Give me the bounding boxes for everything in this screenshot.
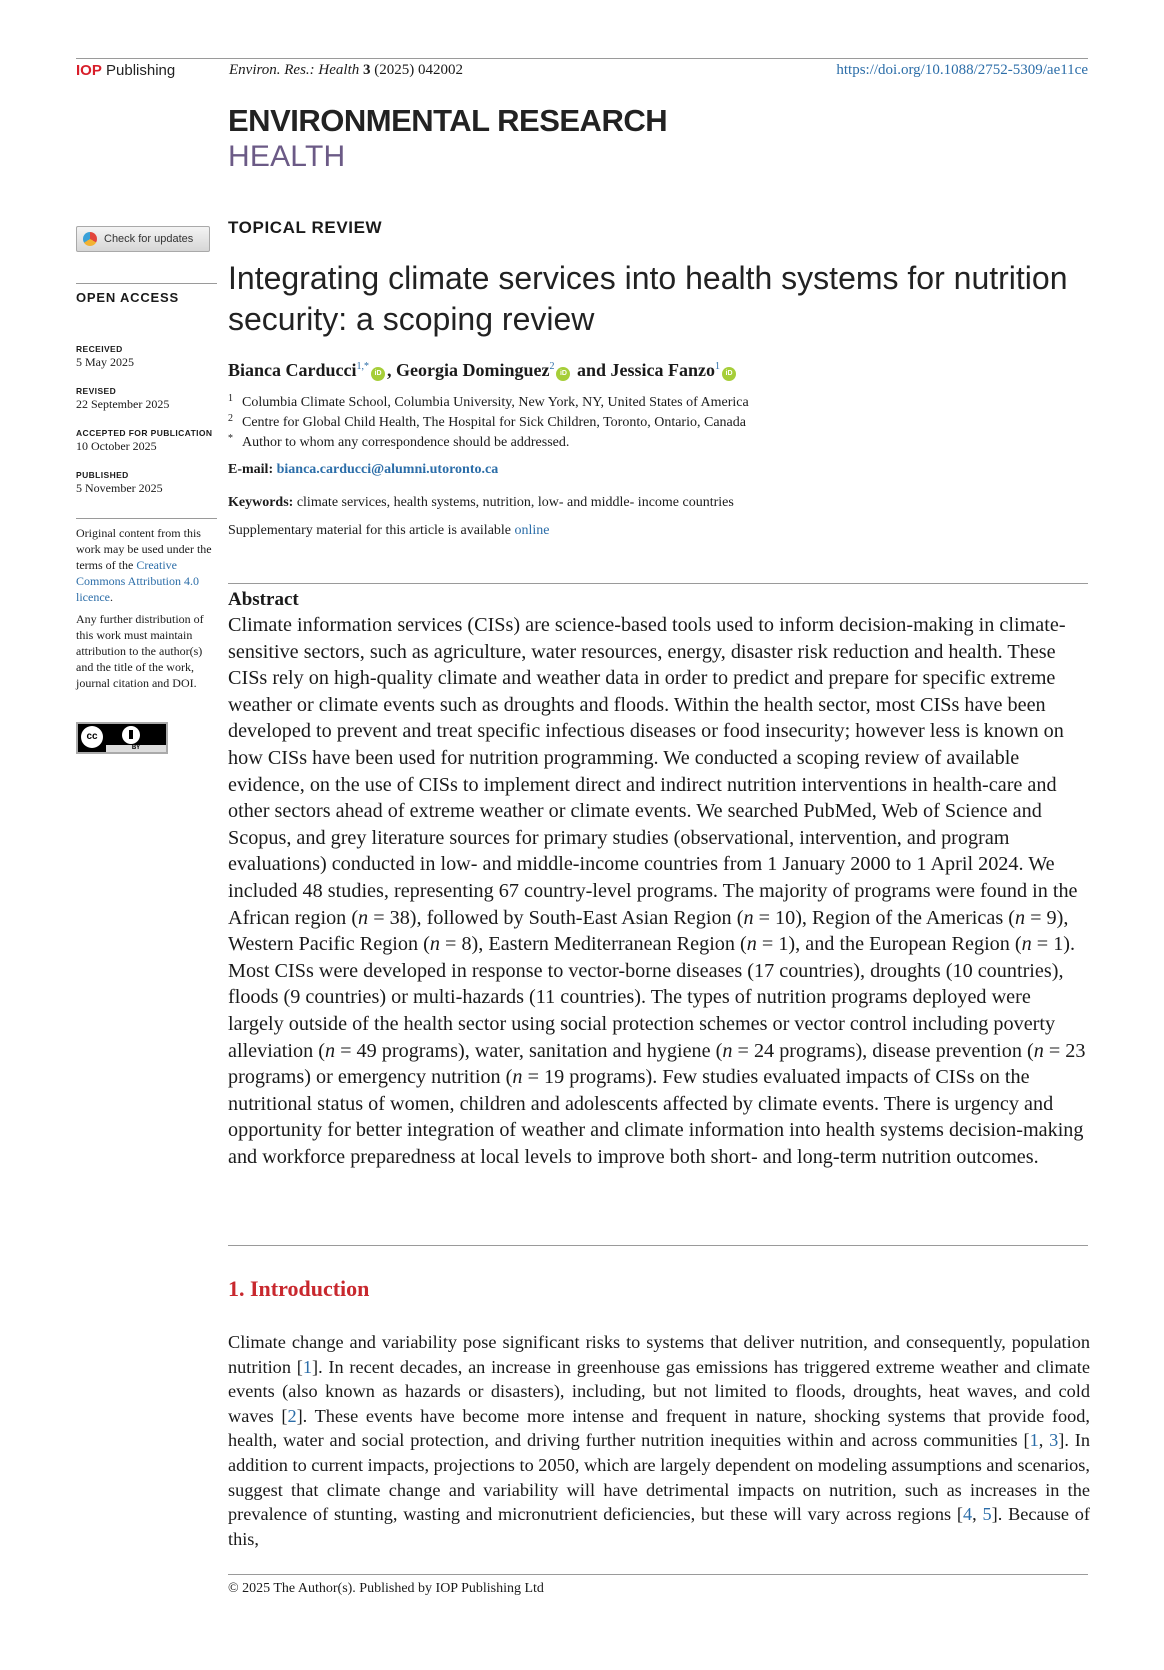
- orcid-icon[interactable]: iD: [722, 367, 736, 381]
- author-affiliation-ref[interactable]: 1: [715, 361, 720, 372]
- abstract-text: = 1). Most CISs were developed in response to vector-borne diseases (17 countries), droughts (10 countries), floods (9 countries) or multi-hazards (11 countries). The types of nutrition programs deployed were largely outside of the health sector using social protection schemes or vector control including poverty alleviation (: [228, 933, 1076, 1062]
- intro-text: ]. These events have become more intense and frequent in nature, shocking systems that provide food, health, water and social protection, and driving further nutrition inequities within and across communities [: [228, 1405, 1091, 1451]
- supplementary-note: [228, 523, 550, 539]
- citation-link[interactable]: 1: [1029, 1430, 1039, 1451]
- license-notice: [76, 525, 220, 605]
- abstract-text: = 8), Eastern Mediterranean Region (: [439, 933, 747, 956]
- affiliation-text: Centre for Global Child Health, The Hospital for Sick Children, Toronto, Ontario, Canada: [242, 415, 746, 430]
- affiliation: [228, 393, 749, 411]
- by-label: BY: [106, 745, 166, 752]
- revised-date: 22 September 2025: [76, 397, 170, 411]
- abstract-rule-bottom: [228, 1245, 1088, 1246]
- citation-link[interactable]: 5: [982, 1504, 992, 1525]
- abstract-n: n: [1014, 906, 1026, 929]
- introduction-body: [228, 1330, 1090, 1551]
- email-label: E-mail:: [228, 462, 274, 477]
- intro-text: ,: [1038, 1430, 1050, 1451]
- keywords: [228, 495, 734, 511]
- abstract-n: n: [722, 1039, 733, 1062]
- corresponding-email: [228, 462, 498, 478]
- logo-publishing: Publishing: [101, 62, 176, 79]
- abstract-heading: Abstract: [228, 589, 299, 610]
- supplementary-text: Supplementary material for this article is available: [228, 523, 515, 538]
- citation-link[interactable]: 2: [287, 1405, 297, 1426]
- keywords-label: Keywords:: [228, 495, 294, 510]
- journal-year-number: (2025) 042002: [370, 62, 463, 78]
- author-name: Bianca Carducci: [228, 360, 357, 380]
- iop-publishing-logo[interactable]: [76, 62, 175, 79]
- abstract-text: = 1), and the European Region (: [756, 933, 1022, 956]
- received-label: RECEIVED: [76, 344, 123, 354]
- article-title: Integrating climate services into health systems for nutrition security: a scoping review: [228, 260, 1068, 337]
- journal-title-line1: ENVIRONMENTAL RESEARCH: [228, 103, 668, 138]
- abstract-n: n: [1021, 933, 1032, 956]
- author-separator: and: [572, 360, 611, 380]
- accepted-label: ACCEPTED FOR PUBLICATION: [76, 428, 213, 438]
- citation-link[interactable]: 4: [963, 1504, 973, 1525]
- abstract-text: = 19 programs). Few studies evaluated impacts of CISs on the nutritional status of women, children and adolescents affected by climate events. There is urgency and opportunity for better integration of weather and climate information into health systems decision-making and workforce preparedness at local levels to improve both short- and long-term nutrition outcomes.: [228, 1066, 1084, 1168]
- abstract-rule-top: [228, 583, 1088, 584]
- cc-by-badge[interactable]: [76, 722, 168, 754]
- abstract-n: n: [743, 906, 754, 929]
- intro-text: ]. In recent decades, an increase in greenhouse gas emissions has triggered extreme weather and climate events (also known as hazards or disasters), including, but not limited to floods, droughts, heat waves, and cold waves [: [228, 1356, 1091, 1426]
- abstract-text: = 23 programs) or emergency nutrition (: [228, 1039, 1086, 1089]
- article-type: TOPICAL REVIEW: [228, 218, 383, 237]
- abstract-text: = 38), followed by South-East Asian Region (: [368, 906, 744, 929]
- journal-citation: [229, 62, 463, 79]
- cc-licence-link[interactable]: Creative Commons Attribution 4.0 licence: [76, 558, 200, 604]
- copyright-notice: © 2025 The Author(s). Published by IOP Publishing Ltd: [228, 1581, 544, 1596]
- sidebar-rule-license: [76, 518, 217, 519]
- abstract-n: n: [1033, 1039, 1044, 1062]
- license-text: Original content from this work may be used under the terms of the: [76, 526, 212, 572]
- orcid-icon[interactable]: iD: [556, 367, 570, 381]
- citation-link[interactable]: 3: [1049, 1430, 1059, 1451]
- affiliation-number: *: [228, 433, 233, 444]
- author-affiliation-ref[interactable]: 1,*: [356, 361, 369, 372]
- received-date: 5 May 2025: [76, 355, 134, 369]
- affiliation-number: 2: [228, 413, 233, 424]
- keywords-text: climate services, health systems, nutrition, low- and middle- income countries: [296, 495, 734, 510]
- author-name: Georgia Dominguez: [396, 360, 550, 380]
- accepted-date: 10 October 2025: [76, 439, 157, 453]
- intro-text: Climate change and variability pose significant risks to systems that deliver nutrition, and consequently, population nutrition [: [228, 1332, 1090, 1377]
- intro-text: ]. In addition to current impacts, projections to 2050, which are largely dependent on modeling assumptions and scenarios, suggest that climate change and variability will have detrimental impacts on nutrition, such as increases in the prevalence of stunting, wasting and micronutrient deficiencies, but these will vary across regions [: [228, 1430, 1090, 1525]
- journal-title-line2: HEALTH: [228, 140, 346, 173]
- abstract-n: n: [324, 1039, 336, 1062]
- abstract-n: n: [429, 933, 440, 956]
- check-for-updates-label: Check for updates: [104, 233, 194, 245]
- abstract-text: = 49 programs), water, sanitation and hygiene (: [335, 1039, 723, 1062]
- abstract-text: = 10), Region of the Americas (: [753, 906, 1015, 929]
- doi-link[interactable]: https://doi.org/10.1088/2752-5309/ae11ce: [836, 62, 1088, 78]
- author-separator: ,: [387, 360, 396, 380]
- abstract-n: n: [358, 906, 369, 929]
- header-rule: [76, 58, 1088, 59]
- open-access-label: OPEN ACCESS: [76, 290, 179, 305]
- journal-volume: 3: [363, 62, 371, 78]
- email-link[interactable]: bianca.carducci@alumni.utoronto.ca: [276, 462, 499, 477]
- abstract-text: = 9), Western Pacific Region (: [228, 906, 1069, 956]
- author-list: [228, 360, 738, 381]
- intro-text: ,: [972, 1504, 983, 1525]
- supplementary-link[interactable]: online: [514, 523, 550, 538]
- author-affiliation-ref[interactable]: 2: [549, 361, 555, 372]
- abstract-text: Climate information services (CISs) are science-based tools used to inform decision-making in climate-sensitive sectors, such as agriculture, water resources, energy, disaster risk reduction and health. These CISs rely on high-quality climate and weather data in order to predict and prepare for specific extreme weather or climate events such as droughts and floods. Within the health sector, most CISs have been developed to prevent and treat specific infectious diseases or food insecurity; however less is known on how CISs have been used for nutrition programming. We conducted a scoping review of available evidence, on the use of CISs to implement direct and indirect nutrition interventions in health-care and other sectors ahead of extreme weather or climate events. We searched PubMed, Web of Science and Scopus, and grey literature sources for primary studies (observational, intervention, and program evaluations) conducted in low- and middle-income countries from 1 January 2000 to 1 April 2024. We included 48 studies, representing 67 country-level programs. The majority of programs were found in the African region (: [228, 614, 1078, 929]
- revised-label: REVISED: [76, 386, 117, 396]
- published-date: 5 November 2025: [76, 481, 163, 495]
- crossmark-icon: [83, 232, 97, 246]
- abstract-n: n: [512, 1066, 523, 1089]
- license-period: .: [109, 590, 113, 604]
- intro-text: ]. Because of this,: [228, 1504, 1091, 1549]
- sidebar-rule-top: [76, 283, 217, 284]
- abstract-text: = 24 programs), disease prevention (: [732, 1039, 1034, 1062]
- journal-name: Environ. Res.: Health: [229, 62, 360, 78]
- published-label: PUBLISHED: [76, 470, 129, 480]
- check-for-updates-button[interactable]: [76, 226, 210, 252]
- attribution-icon: [122, 726, 140, 744]
- cc-icon: cc: [81, 726, 103, 748]
- logo-iop: IOP: [76, 62, 102, 79]
- affiliation: [228, 433, 569, 451]
- affiliation-number: 1: [228, 393, 233, 404]
- affiliation-text: Columbia Climate School, Columbia University, New York, NY, United States of America: [242, 395, 749, 410]
- abstract-body: [228, 612, 1090, 1170]
- author-name: Jessica Fanzo: [610, 360, 715, 380]
- introduction-heading: 1. Introduction: [228, 1276, 370, 1301]
- affiliation: [228, 413, 746, 431]
- attribution-notice: Any further distribution of this work must maintain attribution to the author(s) and the title of the work, journal citation and DOI.: [76, 612, 204, 690]
- citation-link[interactable]: 1: [302, 1356, 312, 1377]
- affiliation-text: Author to whom any correspondence should be addressed.: [242, 435, 570, 450]
- orcid-icon[interactable]: iD: [371, 367, 385, 381]
- footer-rule: [228, 1574, 1088, 1575]
- abstract-n: n: [746, 933, 757, 956]
